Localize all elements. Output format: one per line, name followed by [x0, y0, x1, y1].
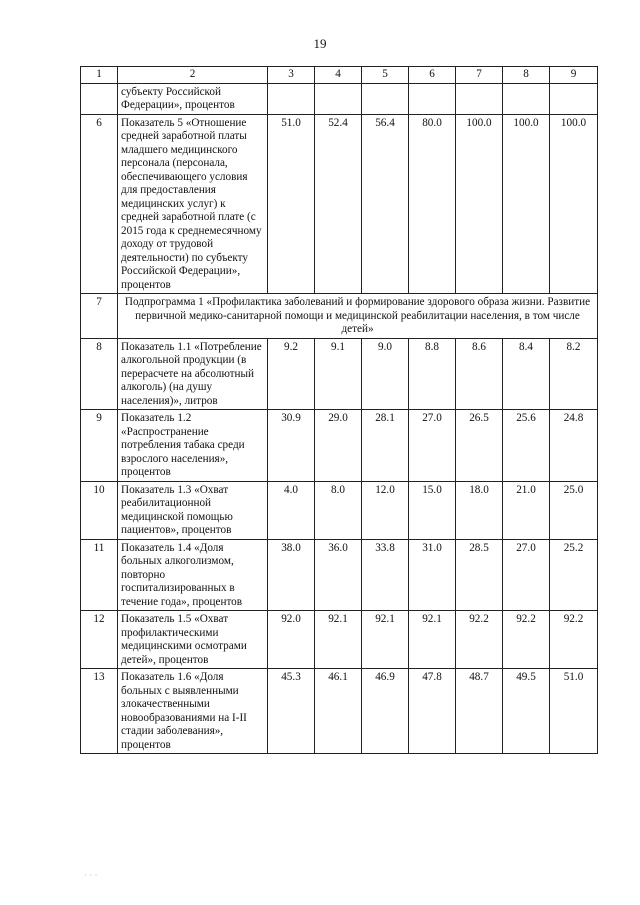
value-cell: 21.0 [503, 481, 550, 539]
value-cell: 30.9 [268, 410, 315, 482]
indicator-row [81, 669, 598, 754]
indicator-table [80, 66, 598, 754]
value-cell: 92.2 [456, 611, 503, 669]
header-row [81, 67, 598, 84]
value-cell: 27.0 [503, 539, 550, 611]
column-header: 6 [409, 67, 456, 84]
indicator-name-cell: Показатель 1.4 «Доля больных алкоголизмом, повторно госпитализированных в течение года», процентов [118, 539, 268, 611]
value-cell: 25.6 [503, 410, 550, 482]
row-number-cell: 7 [81, 294, 118, 339]
indicator-row [81, 338, 598, 410]
column-header: 5 [362, 67, 409, 84]
value-cell: 26.5 [456, 410, 503, 482]
value-cell [456, 83, 503, 114]
value-cell: 47.8 [409, 669, 456, 754]
value-cell: 46.9 [362, 669, 409, 754]
value-cell: 100.0 [550, 114, 598, 294]
value-cell: 48.7 [456, 669, 503, 754]
indicator-name-cell: Показатель 1.1 «Потребление алкогольной продукции (в перерасчете на абсолютный алкоголь) (на душу населения)», литров [118, 338, 268, 410]
value-cell: 46.1 [315, 669, 362, 754]
indicator-row [81, 481, 598, 539]
value-cell: 92.2 [503, 611, 550, 669]
row-number-cell: 10 [81, 481, 118, 539]
value-cell: 8.0 [315, 481, 362, 539]
value-cell: 9.0 [362, 338, 409, 410]
value-cell: 28.5 [456, 539, 503, 611]
value-cell: 9.1 [315, 338, 362, 410]
value-cell [550, 83, 598, 114]
column-header: 4 [315, 67, 362, 84]
value-cell: 18.0 [456, 481, 503, 539]
value-cell: 25.0 [550, 481, 598, 539]
value-cell: 92.1 [362, 611, 409, 669]
column-header: 7 [456, 67, 503, 84]
page-number: 19 [313, 36, 327, 51]
value-cell: 51.0 [550, 669, 598, 754]
value-cell: 51.0 [268, 114, 315, 294]
value-cell: 31.0 [409, 539, 456, 611]
value-cell: 4.0 [268, 481, 315, 539]
value-cell: 92.2 [550, 611, 598, 669]
row-number-cell: 11 [81, 539, 118, 611]
value-cell: 24.8 [550, 410, 598, 482]
subprogram-title-cell: Подпрограмма 1 «Профилактика заболеваний и формирование здорового образа жизни. Развитие первичной медико-санитарной помощи и медицинской реабилитации населения, в том числе детей» [118, 294, 598, 339]
indicator-name-cell: Показатель 1.5 «Охват профилактическими медицинскими осмотрами детей», процентов [118, 611, 268, 669]
value-cell: 80.0 [409, 114, 456, 294]
indicator-row [81, 539, 598, 611]
value-cell: 45.3 [268, 669, 315, 754]
indicator-name-cell: Показатель 5 «Отношение средней заработной платы младшего медицинского персонала (персонала, обеспечивающего условия для предоставления медицинских услуг) к средней заработной плате (с 2015 года к среднемесячному доходу от трудовой деятельности) по субъекту Российской Федерации», процентов [118, 114, 268, 294]
value-cell: 38.0 [268, 539, 315, 611]
value-cell: 92.0 [268, 611, 315, 669]
column-header: 9 [550, 67, 598, 84]
value-cell: 56.4 [362, 114, 409, 294]
value-cell: 8.8 [409, 338, 456, 410]
indicator-row [81, 611, 598, 669]
value-cell: 33.8 [362, 539, 409, 611]
value-cell [268, 83, 315, 114]
value-cell: 36.0 [315, 539, 362, 611]
value-cell: 100.0 [503, 114, 550, 294]
row-number-cell: 9 [81, 410, 118, 482]
column-header: 2 [118, 67, 268, 84]
indicator-name-cell: Показатель 1.6 «Доля больных с выявленными злокачественными новообразованиями на I-II стадии заболевания», процентов [118, 669, 268, 754]
indicator-name-cell: Показатель 1.3 «Охват реабилитационной медицинской помощью пациентов», процентов [118, 481, 268, 539]
row-number-cell: 6 [81, 114, 118, 294]
value-cell: 8.2 [550, 338, 598, 410]
value-cell [362, 83, 409, 114]
value-cell: 8.6 [456, 338, 503, 410]
continuation-row [81, 83, 598, 114]
value-cell: 29.0 [315, 410, 362, 482]
value-cell [315, 83, 362, 114]
value-cell: 25.2 [550, 539, 598, 611]
value-cell: 12.0 [362, 481, 409, 539]
value-cell: 92.1 [315, 611, 362, 669]
value-cell: 92.1 [409, 611, 456, 669]
value-cell [409, 83, 456, 114]
value-cell: 52.4 [315, 114, 362, 294]
indicator-name-cell: Показатель 1.2 «Распространение потребления табака среди взрослого населения», процентов [118, 410, 268, 482]
indicator-name-cell: субъекту Российской Федерации», процентов [118, 83, 268, 114]
indicator-row [81, 410, 598, 482]
value-cell: 15.0 [409, 481, 456, 539]
row-number-cell: 13 [81, 669, 118, 754]
value-cell: 49.5 [503, 669, 550, 754]
value-cell [503, 83, 550, 114]
value-cell: 28.1 [362, 410, 409, 482]
column-header: 3 [268, 67, 315, 84]
row-number-cell: 8 [81, 338, 118, 410]
value-cell: 8.4 [503, 338, 550, 410]
value-cell: 27.0 [409, 410, 456, 482]
column-header: 1 [81, 67, 118, 84]
row-number-cell: 12 [81, 611, 118, 669]
indicator-row [81, 114, 598, 294]
subprogram-row [81, 294, 598, 339]
value-cell: 9.2 [268, 338, 315, 410]
row-number-cell [81, 83, 118, 114]
value-cell: 100.0 [456, 114, 503, 294]
column-header: 8 [503, 67, 550, 84]
scan-mark: · · · [84, 870, 98, 880]
